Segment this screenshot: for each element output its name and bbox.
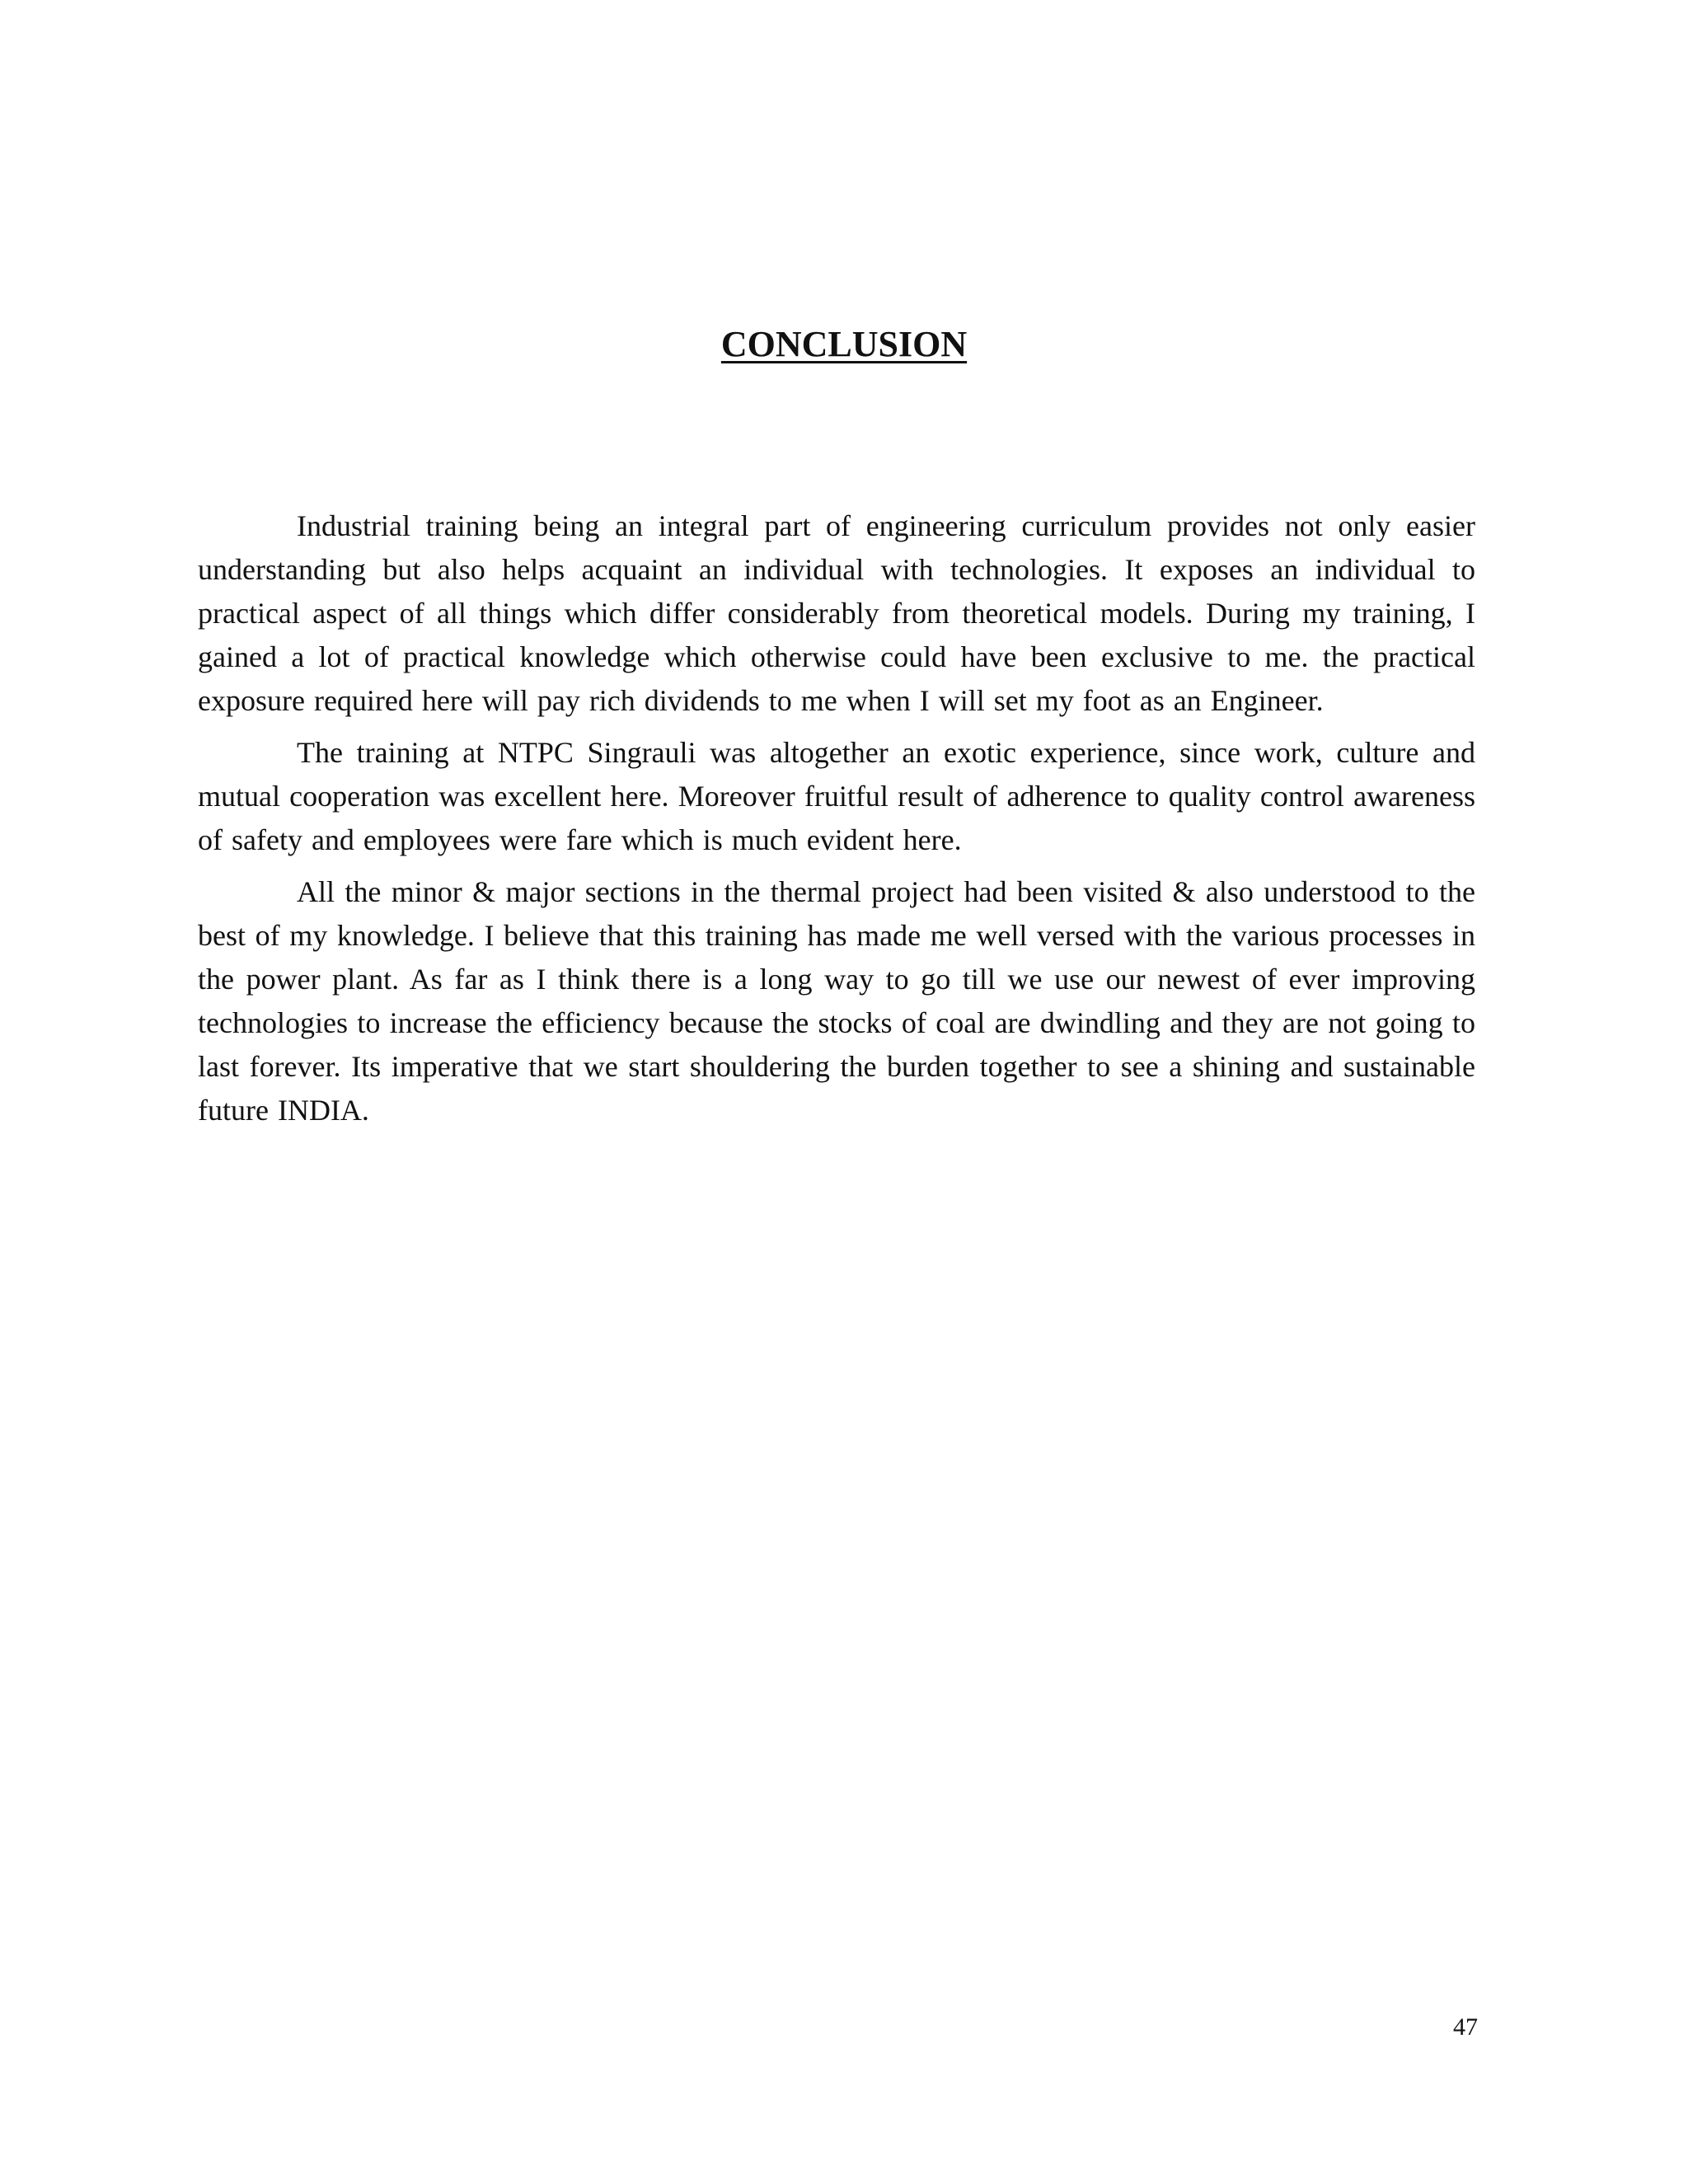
paragraph-1: Industrial training being an integral part of engineering curriculum provides not only easier understanding but also helps acquaint an individual with technologies. It exposes an individual to practical aspect of all things which differ considerably from theoretical models. During my training, I gained a lot of practical knowledge which otherwise could have been exclusive to me. the practical exposure required here will pay rich dividends to me when I will set my foot as an Engineer.	[198, 509, 1475, 717]
page-title: CONCLUSION	[720, 324, 968, 364]
page-number: 47	[1453, 2013, 1478, 2041]
paragraph-2: The training at NTPC Singrauli was altogether an exotic experience, since work, culture and mutual cooperation was excellent here. Moreover fruitful result of adherence to quality control awareness of safety and employees were fare which is much evident here.	[198, 736, 1475, 856]
conclusion-body	[198, 504, 1475, 1141]
paragraph-3: All the minor & major sections in the thermal project had been visited & also understood to the best of my knowledge. I believe that this training has made me well versed with the various processes in the power plant. As far as I think there is a long way to go till we use our newest of ever improving technologies to increase the efficiency because the stocks of coal are dwindling and they are not going to last forever. Its imperative that we start shouldering the burden together to see a shining and sustainable future INDIA.	[198, 875, 1475, 1127]
